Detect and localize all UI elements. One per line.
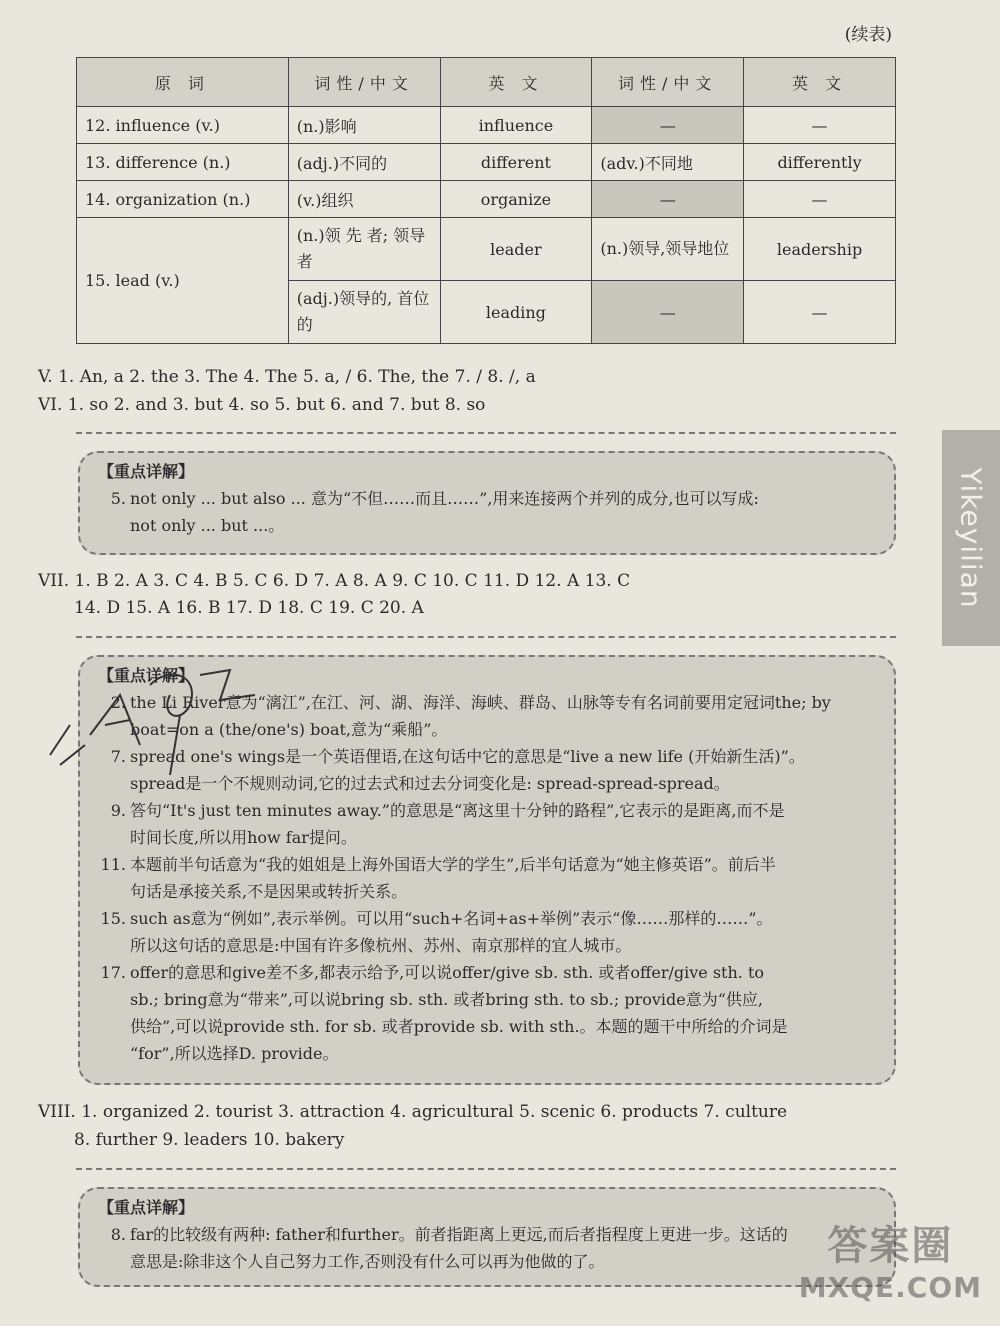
explanation-title: 【重点详解】: [98, 666, 195, 685]
table-header-row: [77, 58, 896, 107]
cell-word: 15. lead (v.): [77, 218, 289, 344]
divider: [76, 432, 896, 434]
answers-section-5: V. 1. An, a 2. the 3. The 4. The 5. a, / 6. The, the 7. / 8. /, a: [38, 367, 536, 387]
answers-section-6: VI. 1. so 2. and 3. but 4. so 5. but 6. and 7. but 8. so: [38, 395, 486, 415]
cell-word: 12. influence (v.): [77, 107, 289, 144]
side-tab-label: Yikeyilian: [954, 467, 988, 609]
cell-pos: (adj.)领导的, 首位的: [288, 281, 440, 344]
answers-section-7: VII. 1. B 2. A 3. C 4. B 5. C 6. D 7. A 8. A 9. C 10. C 11. D 12. A 13. C: [38, 571, 631, 591]
item-text: not only ... but also ... 意为“不但……而且……”,用来连接两个并列的成分,也可以写成:: [130, 489, 759, 508]
table-row: [77, 107, 896, 144]
item-text-cont: “for”,所以选择D. provide。: [130, 1044, 339, 1063]
item-text: offer的意思和give差不多,都表示给予,可以说offer/give sb. sth. 或者offer/give sth. to: [130, 963, 765, 982]
cell-pos-2: (adv.)不同地: [592, 144, 744, 181]
item-text-cont: 句话是承接关系,不是因果或转折关系。: [130, 882, 408, 901]
item-text-cont: 供给”,可以说provide sth. for sb. 或者provide sb. with sth.。本题的题干中所给的介词是: [130, 1017, 788, 1036]
explanation-box-3: [78, 1187, 896, 1287]
explanation-title: 【重点详解】: [98, 1198, 195, 1217]
vocabulary-table: [76, 57, 896, 344]
cell-english-2: —: [744, 107, 896, 144]
cell-pos-2: —: [592, 281, 744, 344]
item-number: 9.: [110, 801, 126, 820]
header-pos-chinese-2: 词性/中文: [592, 58, 744, 107]
item-text-cont: boat=on a (the/one's) boat,意为“乘船”。: [130, 720, 448, 739]
cell-pos-2: —: [592, 107, 744, 144]
cell-pos: (adj.)不同的: [288, 144, 440, 181]
item-number: 7.: [110, 747, 126, 766]
item-text-cont: 时间长度,所以用how far提问。: [130, 828, 357, 847]
cell-english-2: leadership: [744, 218, 896, 281]
watermark-url: MXQE.COM: [798, 1271, 982, 1304]
explanation-box-1: [78, 451, 896, 555]
divider: [76, 1168, 896, 1170]
cell-english-2: differently: [744, 144, 896, 181]
item-text: 本题前半句话意为“我的姐姐是上海外国语大学的学生”,后半句话意为“她主修英语”。前后半: [130, 855, 776, 874]
table-row: [77, 218, 896, 281]
item-number: 8.: [110, 1225, 126, 1244]
item-number: 2.: [110, 693, 126, 712]
explanation-item: [98, 851, 878, 905]
cell-pos: (n.)领 先 者; 领导者: [288, 218, 440, 281]
cell-pos-2: (n.)领导,领导地位: [592, 218, 744, 281]
watermark-title: 答案圈: [827, 1223, 954, 1269]
cell-english: influence: [440, 107, 592, 144]
item-text-cont: 意思是:除非这个人自己努力工作,否则没有什么可以再为他做的了。: [130, 1252, 605, 1271]
header-pos-chinese: 词性/中文: [288, 58, 440, 107]
item-text: 答句“It's just ten minutes away.”的意思是“离这里十分钟的路程”,它表示的是距离,而不是: [130, 801, 785, 820]
item-text-cont: 所以这句话的意思是:中国有许多像杭州、苏州、南京那样的宜人城市。: [130, 936, 632, 955]
cell-english: organize: [440, 181, 592, 218]
cell-pos-2: —: [592, 181, 744, 218]
item-text: spread one's wings是一个英语俚语,在这句话中它的意思是“live a new life (开始新生活)”。: [130, 747, 805, 766]
item-text: far的比较级有两种: father和further。前者指距离上更远,而后者指程度上更进一步。这话的: [130, 1225, 788, 1244]
cell-english-2: —: [744, 281, 896, 344]
divider: [76, 636, 896, 638]
header-english-2: 英 文: [744, 58, 896, 107]
table-row: [77, 144, 896, 181]
continued-label: (续表): [844, 25, 892, 45]
cell-english: different: [440, 144, 592, 181]
explanation-item: [98, 485, 878, 539]
cell-english-2: —: [744, 181, 896, 218]
cell-word: 14. organization (n.): [77, 181, 289, 218]
cell-pos: (v.)组织: [288, 181, 440, 218]
watermark-logo: [799, 1214, 982, 1304]
header-original-word: 原 词: [77, 58, 289, 107]
cell-english: leader: [440, 218, 592, 281]
item-number: 15.: [100, 909, 126, 928]
item-text: the Li River意为“漓江”,在江、河、湖、海洋、海峡、群岛、山脉等专有名词前要用定冠词the; by: [130, 693, 831, 712]
explanation-item: [98, 797, 878, 851]
table-row: [77, 181, 896, 218]
cell-word: 13. difference (n.): [77, 144, 289, 181]
item-text-cont: spread是一个不规则动词,它的过去式和过去分词变化是: spread-spread-spread。: [130, 774, 730, 793]
handwritten-scribble: [30, 655, 270, 795]
cell-pos: (n.)影响: [288, 107, 440, 144]
item-text-cont: not only ... but ...。: [130, 516, 285, 535]
item-text: such as意为“例如”,表示举例。可以用“such+名词+as+举例”表示“像……那样的……”。: [130, 909, 773, 928]
item-number: 5.: [110, 489, 126, 508]
explanation-title: 【重点详解】: [98, 462, 195, 481]
header-english: 英 文: [440, 58, 592, 107]
answers-section-8-cont: 8. further 9. leaders 10. bakery: [74, 1130, 345, 1150]
item-text-cont: sb.; bring意为“带来”,可以说bring sb. sth. 或者bring sth. to sb.; provide意为“供应,: [130, 990, 763, 1009]
item-number: 17.: [100, 963, 126, 982]
answers-section-7-cont: 14. D 15. A 16. B 17. D 18. C 19. C 20. A: [74, 598, 424, 618]
explanation-item: [98, 905, 878, 959]
answers-section-8: VIII. 1. organized 2. tourist 3. attraction 4. agricultural 5. scenic 6. products 7. culture: [38, 1102, 788, 1122]
side-tab: [942, 430, 1000, 646]
item-number: 11.: [100, 855, 126, 874]
cell-english: leading: [440, 281, 592, 344]
explanation-item: [98, 959, 878, 1067]
explanation-item: [98, 1221, 878, 1275]
